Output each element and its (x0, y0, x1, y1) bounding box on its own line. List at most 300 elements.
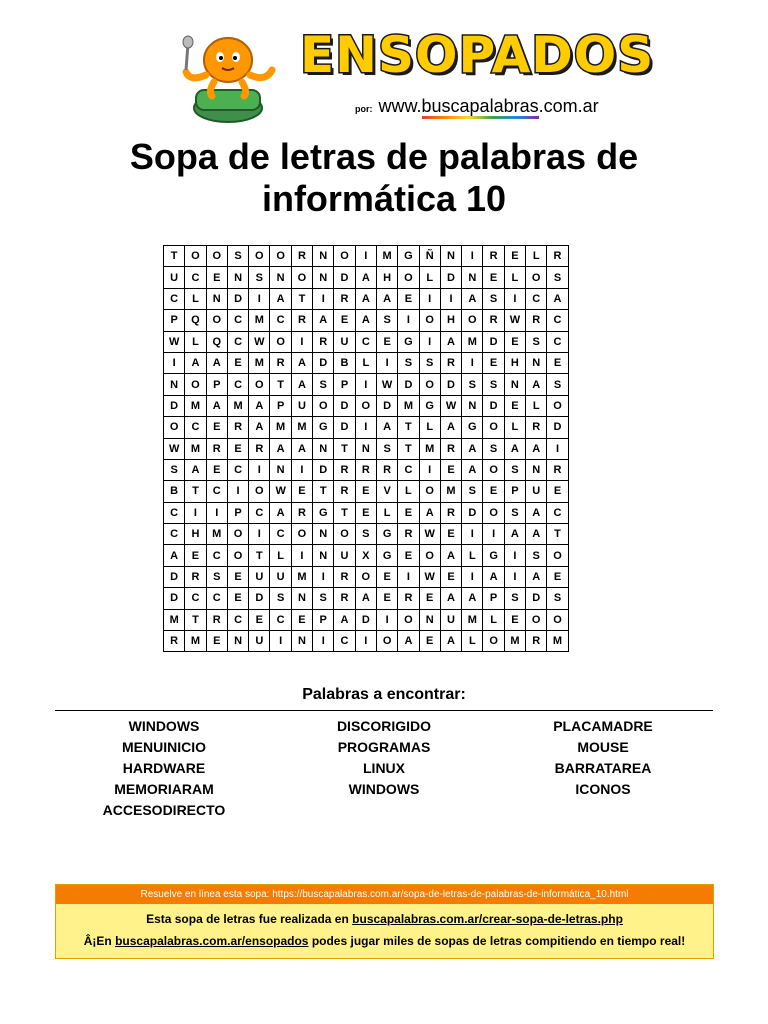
grid-cell: R (483, 246, 504, 267)
grid-cell: N (355, 438, 376, 459)
grid-cell: O (483, 417, 504, 438)
grid-cell: I (164, 352, 185, 373)
grid-row (164, 417, 569, 438)
grid-cell: N (313, 545, 334, 566)
grid-cell: E (547, 566, 568, 587)
grid-cell: M (291, 417, 312, 438)
word-list-col-2 (284, 716, 484, 800)
grid-cell: C (270, 524, 291, 545)
grid-cell: A (249, 395, 270, 416)
grid-cell: D (334, 417, 355, 438)
grid-cell: C (206, 481, 227, 502)
grid-cell: T (398, 438, 419, 459)
grid-cell: C (164, 524, 185, 545)
grid-cell: C (270, 310, 291, 331)
grid-cell: A (355, 588, 376, 609)
grid-cell: E (334, 310, 355, 331)
grid-cell: Q (185, 310, 206, 331)
grid-cell: A (355, 267, 376, 288)
grid-cell: D (164, 588, 185, 609)
grid-cell: C (398, 459, 419, 480)
grid-cell: G (398, 246, 419, 267)
grid-cell: I (291, 459, 312, 480)
grid-cell: R (483, 310, 504, 331)
grid-cell: E (206, 417, 227, 438)
grid-cell: T (313, 481, 334, 502)
grid-row (164, 310, 569, 331)
grid-cell: R (526, 631, 547, 652)
grid-cell: C (334, 631, 355, 652)
grid-cell: V (376, 481, 397, 502)
grid-cell: I (462, 246, 483, 267)
grid-cell: L (376, 502, 397, 523)
grid-cell: O (206, 310, 227, 331)
grid-cell: D (313, 459, 334, 480)
grid-cell: D (462, 502, 483, 523)
grid-cell: A (419, 502, 440, 523)
grid-cell: I (355, 246, 376, 267)
grid-cell: C (249, 502, 270, 523)
grid-cell: L (462, 631, 483, 652)
grid-cell: T (291, 288, 312, 309)
grid-cell: E (419, 631, 440, 652)
grid-row (164, 352, 569, 373)
grid-cell: W (504, 310, 525, 331)
grid-cell: I (462, 524, 483, 545)
grid-cell: A (270, 288, 291, 309)
grid-cell: R (334, 459, 355, 480)
grid-cell: M (547, 631, 568, 652)
ensopados-link[interactable]: buscapalabras.com.ar/ensopados (115, 934, 309, 948)
word-item: WINDOWS (348, 781, 420, 797)
grid-cell: I (291, 331, 312, 352)
header (0, 0, 768, 130)
grid-cell: A (313, 310, 334, 331)
grid-cell: I (227, 481, 248, 502)
title-line-1: Sopa de letras de palabras de (129, 136, 639, 177)
grid-cell: G (462, 417, 483, 438)
grid-cell: O (249, 481, 270, 502)
grid-cell: E (291, 481, 312, 502)
grid-cell: H (440, 310, 461, 331)
footer-box (55, 884, 714, 959)
grid-cell: A (249, 417, 270, 438)
grid-cell: D (334, 267, 355, 288)
grid-cell: M (440, 481, 461, 502)
grid-cell: M (185, 438, 206, 459)
footer-line-2 (56, 930, 713, 952)
grid-cell: O (483, 459, 504, 480)
grid-cell: S (483, 438, 504, 459)
grid-cell: S (270, 588, 291, 609)
grid-cell: R (206, 438, 227, 459)
grid-cell: R (440, 502, 461, 523)
grid-cell: M (249, 310, 270, 331)
grid-cell: U (270, 566, 291, 587)
footer-line-2-suffix: podes jugar miles de sopas de letras compitiendo en tiempo real! (308, 934, 686, 948)
grid-cell: L (398, 481, 419, 502)
grid-cell: E (440, 459, 461, 480)
grid-cell: N (291, 631, 312, 652)
grid-cell: W (419, 566, 440, 587)
byline-www: www. (378, 96, 422, 116)
grid-cell: A (376, 288, 397, 309)
grid-cell: S (249, 267, 270, 288)
grid-cell: I (270, 631, 291, 652)
grid-cell: I (440, 288, 461, 309)
online-link[interactable]: Resuelve en línea esta sopa: https://buscapalabras.com.ar/sopa-de-letras-de-palabras-de-informática_10.html (56, 885, 713, 904)
grid-row (164, 331, 569, 352)
grid-cell: S (376, 438, 397, 459)
grid-cell: A (206, 395, 227, 416)
word-item: MEMORIARAM (114, 781, 214, 797)
grid-cell: L (504, 267, 525, 288)
grid-cell: U (291, 395, 312, 416)
grid-cell: R (227, 417, 248, 438)
grid-cell: C (526, 288, 547, 309)
grid-cell: S (227, 246, 248, 267)
grid-cell: R (398, 588, 419, 609)
grid-cell: D (547, 417, 568, 438)
grid-cell: S (547, 374, 568, 395)
grid-cell: O (419, 374, 440, 395)
grid-cell: I (185, 502, 206, 523)
grid-cell: I (419, 459, 440, 480)
grid-cell: E (227, 352, 248, 373)
grid-cell: C (227, 374, 248, 395)
grid-row (164, 288, 569, 309)
grid-cell: T (185, 609, 206, 630)
grid-cell: A (526, 566, 547, 587)
byline-site: buscapalabras (422, 96, 539, 119)
grid-cell: O (249, 246, 270, 267)
grid-row (164, 459, 569, 480)
grid-cell: R (291, 246, 312, 267)
grid-cell: W (270, 481, 291, 502)
grid-cell: C (206, 588, 227, 609)
grid-cell: N (227, 631, 248, 652)
word-list-col-1 (64, 716, 264, 821)
grid-cell: O (185, 374, 206, 395)
grid-cell: N (526, 352, 547, 373)
grid-cell: C (185, 588, 206, 609)
grid-row (164, 481, 569, 502)
create-link[interactable]: buscapalabras.com.ar/crear-sopa-de-letras.php (352, 912, 623, 926)
word-item: WINDOWS (128, 718, 200, 734)
grid-cell: O (227, 545, 248, 566)
page-title (0, 136, 768, 220)
grid-cell: G (376, 524, 397, 545)
grid-cell: D (483, 331, 504, 352)
grid-cell: G (376, 545, 397, 566)
grid-cell: A (270, 438, 291, 459)
grid-cell: S (504, 588, 525, 609)
grid-cell: L (355, 352, 376, 373)
grid-row (164, 502, 569, 523)
grid-cell: E (547, 352, 568, 373)
grid-cell: O (206, 246, 227, 267)
grid-cell: M (291, 566, 312, 587)
grid-cell: I (376, 352, 397, 373)
grid-row (164, 588, 569, 609)
grid-cell: A (440, 631, 461, 652)
grid-cell: N (291, 588, 312, 609)
grid-cell: S (547, 267, 568, 288)
grid-cell: L (270, 545, 291, 566)
grid-cell: D (483, 395, 504, 416)
grid-cell: C (270, 609, 291, 630)
grid-cell: D (227, 288, 248, 309)
grid-cell: I (291, 545, 312, 566)
grid-cell: C (227, 310, 248, 331)
grid-cell: C (227, 459, 248, 480)
grid-cell: O (462, 310, 483, 331)
grid-cell: E (206, 631, 227, 652)
grid-cell: O (355, 395, 376, 416)
grid-cell: G (398, 331, 419, 352)
grid-cell: E (398, 502, 419, 523)
grid-cell: O (398, 267, 419, 288)
grid-cell: A (504, 438, 525, 459)
grid-cell: A (185, 459, 206, 480)
grid-cell: D (164, 395, 185, 416)
grid-cell: R (185, 566, 206, 587)
grid-cell: R (355, 459, 376, 480)
grid-cell: E (440, 524, 461, 545)
grid-cell: A (440, 417, 461, 438)
grid-cell: R (376, 459, 397, 480)
grid-cell: E (185, 545, 206, 566)
grid-cell: E (227, 588, 248, 609)
grid-cell: O (334, 524, 355, 545)
grid-cell: S (376, 310, 397, 331)
grid-cell: R (547, 246, 568, 267)
grid-cell: R (440, 352, 461, 373)
grid-cell: P (504, 481, 525, 502)
grid-row (164, 609, 569, 630)
grid-cell: I (313, 631, 334, 652)
grid-cell: S (462, 374, 483, 395)
grid-cell: I (504, 288, 525, 309)
word-item: BARRATAREA (554, 760, 652, 776)
grid-cell: R (291, 310, 312, 331)
grid-cell: O (185, 246, 206, 267)
octopus-chef-icon (178, 30, 278, 125)
grid-cell: T (334, 502, 355, 523)
grid-cell: N (419, 609, 440, 630)
grid-cell: E (376, 588, 397, 609)
grid-cell: I (504, 545, 525, 566)
grid-cell: N (164, 374, 185, 395)
grid-cell: T (398, 417, 419, 438)
grid-cell: P (206, 374, 227, 395)
grid-cell: M (185, 395, 206, 416)
footer-body (56, 904, 713, 958)
grid-cell: R (206, 609, 227, 630)
grid-cell: A (462, 288, 483, 309)
word-item: HARDWARE (122, 760, 206, 776)
grid-cell: E (206, 267, 227, 288)
byline-prefix: por: (355, 104, 373, 114)
grid-cell: B (334, 352, 355, 373)
grid-row (164, 524, 569, 545)
word-list-col-3 (503, 716, 703, 800)
grid-cell: G (419, 395, 440, 416)
grid-cell: S (526, 331, 547, 352)
brand-logo: ENSOPADOS (300, 26, 655, 84)
word-item: MENUINICIO (122, 739, 206, 755)
footer-line-2-prefix: Â¡En (83, 934, 116, 948)
grid-cell: L (419, 267, 440, 288)
grid-cell: I (313, 566, 334, 587)
grid-cell: S (313, 374, 334, 395)
grid-cell: D (398, 374, 419, 395)
grid-cell: L (419, 417, 440, 438)
grid-cell: L (185, 331, 206, 352)
grid-cell: P (270, 395, 291, 416)
grid-row (164, 374, 569, 395)
grid-cell: N (313, 524, 334, 545)
grid-cell: M (462, 609, 483, 630)
grid-cell: G (483, 545, 504, 566)
grid-cell: G (313, 417, 334, 438)
grid-cell: D (313, 352, 334, 373)
grid-cell: O (547, 609, 568, 630)
grid-cell: D (164, 566, 185, 587)
grid-cell: A (483, 566, 504, 587)
grid-cell: I (483, 524, 504, 545)
grid-cell: A (462, 459, 483, 480)
grid-cell: U (334, 331, 355, 352)
grid-cell: M (206, 524, 227, 545)
grid-cell: E (227, 566, 248, 587)
grid-cell: E (483, 267, 504, 288)
grid-cell: C (547, 310, 568, 331)
grid-cell: S (206, 566, 227, 587)
grid-cell: E (398, 288, 419, 309)
grid-cell: O (547, 545, 568, 566)
grid-cell: R (526, 310, 547, 331)
grid-cell: O (270, 331, 291, 352)
grid-cell: P (313, 609, 334, 630)
grid-cell: M (227, 395, 248, 416)
grid-cell: T (164, 246, 185, 267)
grid-cell: I (504, 566, 525, 587)
grid-cell: M (462, 331, 483, 352)
grid-cell: I (355, 417, 376, 438)
grid-cell: W (376, 374, 397, 395)
grid-cell: R (334, 481, 355, 502)
grid-cell: S (398, 352, 419, 373)
grid-cell: R (249, 438, 270, 459)
word-item: LINUX (363, 760, 405, 776)
grid-cell: X (355, 545, 376, 566)
grid-cell: C (185, 267, 206, 288)
grid-row (164, 545, 569, 566)
grid-cell: O (334, 246, 355, 267)
grid-cell: M (164, 609, 185, 630)
grid-cell: A (291, 374, 312, 395)
grid-cell: A (291, 438, 312, 459)
grid-cell: U (526, 481, 547, 502)
grid-cell: C (185, 417, 206, 438)
grid-cell: W (419, 524, 440, 545)
grid-cell: I (419, 288, 440, 309)
grid-cell: A (526, 438, 547, 459)
grid-cell: U (249, 631, 270, 652)
grid-cell: A (334, 609, 355, 630)
word-item: ICONOS (575, 781, 631, 797)
grid-cell: W (164, 331, 185, 352)
grid-cell: I (419, 331, 440, 352)
grid-cell: T (249, 545, 270, 566)
grid-cell: D (249, 588, 270, 609)
grid-cell: O (419, 310, 440, 331)
grid-cell: N (462, 267, 483, 288)
grid-cell: R (334, 288, 355, 309)
grid-cell: L (185, 288, 206, 309)
grid-cell: E (249, 609, 270, 630)
grid-cell: O (398, 609, 419, 630)
grid-cell: T (334, 438, 355, 459)
grid-cell: I (206, 502, 227, 523)
grid-cell: A (440, 588, 461, 609)
grid-cell: E (206, 459, 227, 480)
grid-cell: A (526, 374, 547, 395)
grid-cell: E (504, 395, 525, 416)
grid-cell: I (398, 566, 419, 587)
grid-row (164, 631, 569, 652)
grid-cell: M (185, 631, 206, 652)
grid-cell: G (313, 502, 334, 523)
grid-cell: E (483, 352, 504, 373)
grid-cell: A (526, 502, 547, 523)
grid-cell: H (504, 352, 525, 373)
grid-cell: N (462, 395, 483, 416)
grid-cell: A (164, 545, 185, 566)
grid-cell: O (526, 267, 547, 288)
word-item: ACCESODIRECTO (102, 802, 226, 818)
grid-cell: E (291, 609, 312, 630)
title-line-2: informática 10 (261, 178, 507, 219)
grid-cell: E (227, 438, 248, 459)
grid-cell: E (355, 481, 376, 502)
grid-cell: N (270, 459, 291, 480)
grid-cell: O (547, 395, 568, 416)
grid-cell: R (313, 331, 334, 352)
letter-grid (163, 245, 569, 652)
grid-cell: U (164, 267, 185, 288)
grid-cell: D (440, 374, 461, 395)
grid-cell: I (547, 438, 568, 459)
grid-cell: I (249, 524, 270, 545)
grid-cell: O (291, 524, 312, 545)
grid-cell: P (483, 588, 504, 609)
grid-cell: R (547, 459, 568, 480)
word-item: DISCORIGIDO (336, 718, 432, 734)
grid-cell: U (249, 566, 270, 587)
grid-cell: N (313, 438, 334, 459)
grid-cell: N (526, 459, 547, 480)
grid-cell: S (526, 545, 547, 566)
grid-cell: L (526, 246, 547, 267)
grid-cell: I (355, 374, 376, 395)
grid-cell: A (355, 288, 376, 309)
grid-cell: I (249, 459, 270, 480)
grid-cell: A (462, 588, 483, 609)
grid-cell: H (185, 524, 206, 545)
grid-cell: A (440, 331, 461, 352)
